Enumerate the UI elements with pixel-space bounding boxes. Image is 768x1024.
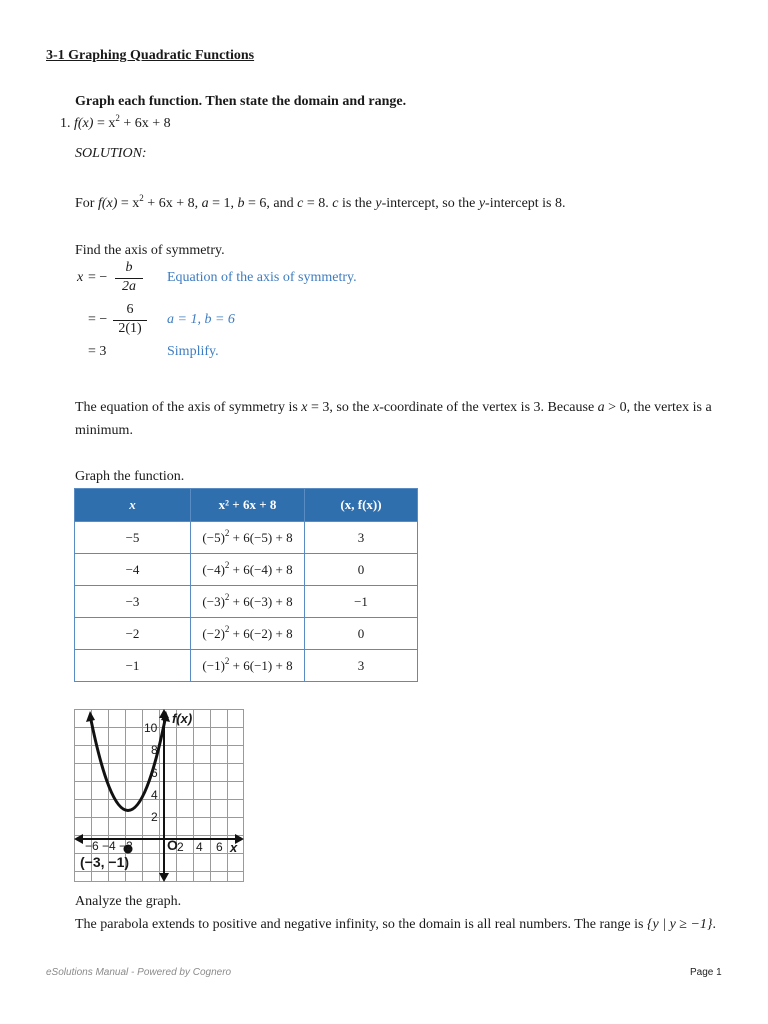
intro-var-y: y (478, 196, 486, 211)
cell-x: −5 (75, 522, 191, 554)
axis-var-a: a (597, 400, 605, 415)
expr-base: (−5) (202, 529, 225, 545)
fraction-numerator: 6 (126, 302, 134, 317)
y-tick-8: 8 (151, 743, 158, 757)
y-tick-4: 4 (151, 788, 158, 802)
vertex-label: (−3, −1) (80, 854, 130, 870)
fraction-numerator: b (125, 260, 133, 275)
intro-text: = x (117, 196, 140, 211)
intro-text: = 1, (208, 196, 238, 211)
table-row (75, 586, 418, 618)
intro-paragraph (75, 193, 566, 212)
conclusion (75, 917, 716, 933)
axis-text: > 0, the vertex is a (604, 400, 712, 415)
instruction: Graph each function. Then state the domain and range. (75, 94, 407, 109)
cell-value: 3 (305, 650, 418, 682)
cell-expression (191, 522, 305, 554)
intro-text: is the (338, 196, 376, 211)
expr-rest: + 6(−2) + 8 (229, 625, 293, 641)
intro-exponent: 2 (139, 193, 144, 203)
cell-value: 0 (305, 554, 418, 586)
table-header-row (75, 489, 418, 522)
problem-lhs: f(x) (74, 116, 94, 131)
problem-eq-prefix: = x (93, 116, 116, 131)
range-set: {y | y ≥ −1} (646, 917, 713, 932)
expr-exponent: 2 (224, 591, 230, 602)
expr-rest: + 6(−3) + 8 (229, 593, 293, 609)
cell-expression (191, 650, 305, 682)
axis-derivation (75, 260, 377, 368)
expr-base: (−4) (202, 561, 225, 577)
x-tick-4: 4 (196, 840, 203, 854)
cell-value: 3 (305, 522, 418, 554)
cell-value: −1 (305, 586, 418, 618)
problem-exponent: 2 (115, 113, 120, 123)
expr-exponent: 2 (224, 559, 230, 570)
problem-statement (60, 113, 171, 132)
intro-text: For (75, 196, 98, 211)
x-axis-label: x (230, 840, 238, 855)
expr-base: (−3) (202, 593, 225, 609)
footer-left: eSolutions Manual - Powered by Cognero (46, 967, 232, 978)
conclusion-text: The parabola extends to positive and negative infinity, so the domain is all real numbers. The range is (75, 917, 647, 932)
intro-text: -intercept is 8. (485, 196, 566, 211)
footer-page-number: Page 1 (690, 967, 722, 978)
intro-var-b: b (237, 196, 245, 211)
column-header-x: x (75, 489, 191, 522)
y-axis-arrow-down (159, 873, 169, 882)
axis-text: The equation of the axis of symmetry is (75, 400, 302, 415)
table-row (75, 650, 418, 682)
axis-explanation-line2: minimum. (75, 423, 133, 438)
cell-x: −1 (75, 650, 191, 682)
intro-var-a: a (201, 196, 209, 211)
table-row (75, 618, 418, 650)
cell-value: 0 (305, 618, 418, 650)
column-header-point: (x, f(x)) (305, 489, 418, 522)
axis-explanation-line1 (75, 400, 712, 416)
axis-var-x: x (372, 400, 380, 415)
deriv-eq: = − (88, 270, 108, 285)
cell-expression (191, 586, 305, 618)
expr-rest: + 6(−5) + 8 (229, 529, 293, 545)
graph-intro: Graph the function. (75, 469, 185, 484)
deriv-lhs: x (77, 270, 84, 285)
analyze-heading: Analyze the graph. (75, 894, 182, 909)
expr-rest: + 6(−1) + 8 (229, 657, 293, 673)
intro-text: = 6, and (244, 196, 298, 211)
x-tick-2: 2 (177, 840, 184, 854)
deriv-result: = 3 (88, 344, 107, 359)
fraction-denominator: 2a (122, 279, 136, 294)
problem-eq-suffix: + 6x + 8 (119, 116, 171, 131)
deriv-note: a = 1, b = 6 (167, 312, 235, 327)
axis-text: -coordinate of the vertex is 3. Because (379, 400, 598, 415)
expr-rest: + 6(−4) + 8 (229, 561, 293, 577)
y-tick-6: 6 (151, 766, 158, 780)
deriv-note: Simplify. (167, 344, 219, 359)
fraction-b-over-2a (115, 260, 143, 296)
problem-number: 1. (60, 116, 71, 131)
cell-expression (191, 554, 305, 586)
intro-text: -intercept, so the (381, 196, 479, 211)
intro-text: + 6x + 8, (143, 196, 202, 211)
page-title: 3-1 Graphing Quadratic Functions (46, 48, 255, 63)
intro-var-c: c (297, 196, 304, 211)
cell-x: −2 (75, 618, 191, 650)
deriv-note: Equation of the axis of symmetry. (167, 270, 357, 285)
values-table (74, 488, 418, 682)
conclusion-end: . (712, 917, 717, 932)
cell-x: −3 (75, 586, 191, 618)
x-tick-6: 6 (216, 840, 223, 854)
intro-var-y: y (375, 196, 382, 211)
parabola-graph (74, 709, 244, 882)
cell-x: −4 (75, 554, 191, 586)
y-tick-10: 10 (144, 721, 158, 735)
fraction-6-over-2 (113, 302, 147, 338)
intro-fx: f(x) (97, 196, 118, 211)
parabola-arrow-left (86, 711, 95, 722)
origin-label: O (167, 837, 178, 853)
expr-exponent: 2 (224, 623, 230, 634)
expr-base: (−1) (202, 657, 225, 673)
deriv-eq: = − (88, 312, 108, 327)
intro-var-c: c (332, 196, 339, 211)
x-ticks-negative: −6 −4 −2 (85, 839, 133, 853)
table-row (75, 522, 418, 554)
y-tick-2: 2 (151, 810, 158, 824)
table-row (75, 554, 418, 586)
intro-text: = 8. (303, 196, 333, 211)
expr-exponent: 2 (224, 527, 230, 538)
expr-base: (−2) (202, 625, 225, 641)
axis-text: = 3, so the (307, 400, 373, 415)
expr-exponent: 2 (224, 655, 230, 666)
column-header-expression: x² + 6x + 8 (191, 489, 305, 522)
solution-label: SOLUTION: (75, 146, 147, 161)
y-axis-label: f(x) (172, 711, 193, 726)
cell-expression (191, 618, 305, 650)
axis-var-x: x (301, 400, 308, 415)
axis-intro: Find the axis of symmetry. (75, 243, 225, 258)
fraction-denominator: 2(1) (118, 321, 142, 336)
